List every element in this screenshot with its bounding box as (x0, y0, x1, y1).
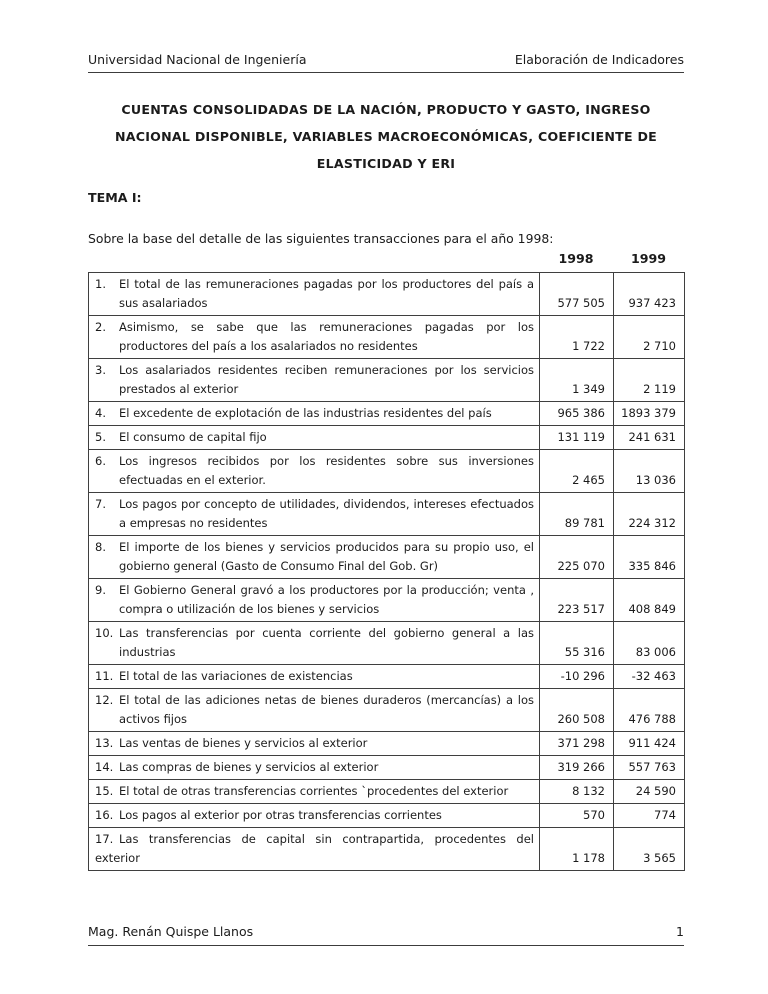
table-row (89, 579, 685, 622)
transaction-description (89, 579, 540, 622)
value-1999: 557 763 (614, 756, 685, 780)
transaction-description (89, 732, 540, 756)
year-header-1998: 1998 (558, 251, 594, 266)
table-row (89, 622, 685, 665)
transaction-text: El total de las variaciones de existencias (119, 669, 353, 683)
transaction-number: 2. (95, 320, 106, 334)
transaction-number: 6. (95, 454, 106, 468)
transaction-description (89, 536, 540, 579)
document-title (88, 96, 684, 177)
transaction-description (89, 493, 540, 536)
transaction-number: 8. (95, 540, 106, 554)
intro-text: Sobre la base del detalle de las siguientes transacciones para el año 1998: (88, 231, 554, 246)
value-1998: 55 316 (540, 622, 614, 665)
table-row (89, 359, 685, 402)
transaction-number: 11. (95, 669, 114, 683)
value-1998: 223 517 (540, 579, 614, 622)
value-1999: 224 312 (614, 493, 685, 536)
table-row (89, 450, 685, 493)
footer-author: Mag. Renán Quispe Llanos (88, 924, 254, 939)
transaction-description (89, 756, 540, 780)
value-1998: 319 266 (540, 756, 614, 780)
footer-page-number: 1 (676, 924, 684, 939)
table-row (89, 689, 685, 732)
transaction-description (89, 450, 540, 493)
transaction-number: 5. (95, 430, 106, 444)
table-row (89, 536, 685, 579)
value-1998: 1 349 (540, 359, 614, 402)
title-line-3: ELASTICIDAD Y ERI (316, 156, 456, 171)
transaction-description (89, 665, 540, 689)
value-1999: 2 710 (614, 316, 685, 359)
value-1998: 2 465 (540, 450, 614, 493)
table-row (89, 780, 685, 804)
value-1999: 241 631 (614, 426, 685, 450)
transaction-description (89, 316, 540, 359)
page-footer (88, 924, 684, 946)
value-1999: 83 006 (614, 622, 685, 665)
title-line-1: CUENTAS CONSOLIDADAS DE LA NACIÓN, PRODUCTO Y GASTO, INGRESO (121, 102, 651, 117)
value-1998: 89 781 (540, 493, 614, 536)
transaction-number: 3. (95, 363, 106, 377)
value-1998: 260 508 (540, 689, 614, 732)
transaction-text: El importe de los bienes y servicios producidos para su propio uso, el gobierno general (Gasto de Consumo Final del Gob. Gr) (119, 540, 534, 573)
transaction-text: Los asalariados residentes reciben remuneraciones por los servicios prestados al exterior (119, 363, 534, 396)
transaction-text: El excedente de explotación de las industrias residentes del país (119, 406, 492, 420)
value-1998: 577 505 (540, 273, 614, 316)
transaction-description (89, 402, 540, 426)
value-1999: 937 423 (614, 273, 685, 316)
transaction-text: El consumo de capital fijo (119, 430, 267, 444)
value-1999: -32 463 (614, 665, 685, 689)
transaction-text: Los pagos al exterior por otras transferencias corrientes (119, 808, 442, 822)
value-1998: 1 722 (540, 316, 614, 359)
table-row (89, 828, 685, 871)
transaction-text: Asimismo, se sabe que las remuneraciones pagadas por los productores del país a los asalariados no residentes (119, 320, 534, 353)
transaction-text: El total de otras transferencias corrientes `procedentes del exterior (119, 784, 509, 798)
transaction-text: Los pagos por concepto de utilidades, dividendos, intereses efectuados a empresas no residentes (119, 497, 534, 530)
transactions-table-body (89, 273, 685, 871)
table-row (89, 665, 685, 689)
transaction-text: Las transferencias por cuenta corriente del gobierno general a las industrias (119, 626, 534, 659)
transaction-number: 4. (95, 406, 106, 420)
transactions-table-container (88, 272, 684, 871)
value-1999: 3 565 (614, 828, 685, 871)
value-1999: 2 119 (614, 359, 685, 402)
transaction-description (89, 804, 540, 828)
table-row (89, 756, 685, 780)
value-1999: 1893 379 (614, 402, 685, 426)
transaction-number: 9. (95, 583, 106, 597)
value-1999: 774 (614, 804, 685, 828)
transaction-description (89, 273, 540, 316)
transaction-description (89, 828, 540, 871)
value-1999: 476 788 (614, 689, 685, 732)
transaction-number: 13. (95, 736, 114, 750)
transaction-text: Las transferencias de capital sin contrapartida, procedentes del exterior (95, 832, 534, 865)
value-1998: 965 386 (540, 402, 614, 426)
value-1999: 335 846 (614, 536, 685, 579)
transactions-table (88, 272, 685, 871)
transaction-number: 17. (95, 832, 114, 846)
table-row (89, 732, 685, 756)
title-line-2: NACIONAL DISPONIBLE, VARIABLES MACROECONÓMICAS, COEFICIENTE DE (114, 129, 658, 144)
transaction-text: El total de las remuneraciones pagadas por los productores del país a sus asalariados (119, 277, 534, 310)
value-1998: -10 296 (540, 665, 614, 689)
value-1999: 13 036 (614, 450, 685, 493)
table-row (89, 426, 685, 450)
table-row (89, 402, 685, 426)
transaction-number: 12. (95, 693, 114, 707)
page-header (88, 52, 684, 73)
transaction-text: El total de las adiciones netas de bienes duraderos (mercancías) a los activos fijos (119, 693, 534, 726)
transaction-number: 7. (95, 497, 106, 511)
table-row (89, 804, 685, 828)
section-heading: TEMA I: (88, 190, 142, 205)
value-1998: 1 178 (540, 828, 614, 871)
transaction-number: 1. (95, 277, 106, 291)
transaction-description (89, 426, 540, 450)
value-1998: 131 119 (540, 426, 614, 450)
transaction-number: 15. (95, 784, 114, 798)
value-1999: 408 849 (614, 579, 685, 622)
transaction-text: El Gobierno General gravó a los productores por la producción; venta , compra o utilización de los bienes y servicios (119, 583, 534, 616)
transaction-text: Las ventas de bienes y servicios al exterior (119, 736, 368, 750)
value-1999: 24 590 (614, 780, 685, 804)
header-course: Elaboración de Indicadores (514, 52, 684, 67)
transaction-number: 10. (95, 626, 114, 640)
value-1998: 570 (540, 804, 614, 828)
transaction-number: 16. (95, 808, 114, 822)
header-institution: Universidad Nacional de Ingeniería (88, 52, 307, 67)
transaction-description (89, 689, 540, 732)
year-header-1999: 1999 (630, 251, 667, 266)
value-1998: 371 298 (540, 732, 614, 756)
transaction-number: 14. (95, 760, 114, 774)
transaction-description (89, 359, 540, 402)
transaction-text: Las compras de bienes y servicios al exterior (119, 760, 379, 774)
transaction-description (89, 780, 540, 804)
year-column-headers (88, 251, 684, 266)
value-1998: 8 132 (540, 780, 614, 804)
table-row (89, 273, 685, 316)
transaction-description (89, 622, 540, 665)
transaction-text: Los ingresos recibidos por los residentes sobre sus inversiones efectuadas en el exterior. (119, 454, 534, 487)
table-row (89, 316, 685, 359)
value-1999: 911 424 (614, 732, 685, 756)
table-row (89, 493, 685, 536)
value-1998: 225 070 (540, 536, 614, 579)
